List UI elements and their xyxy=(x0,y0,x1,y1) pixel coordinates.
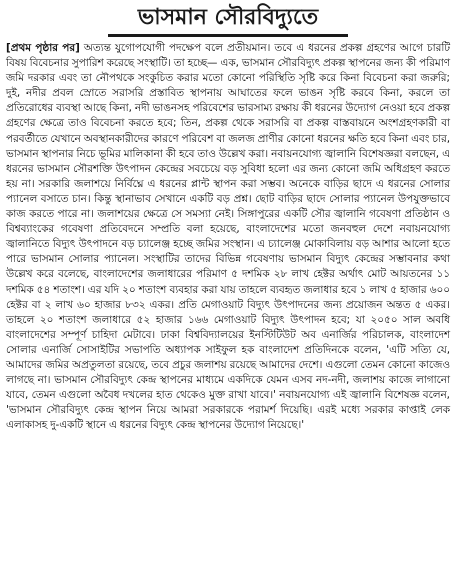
headline-container xyxy=(6,4,450,37)
continuation-kicker: [প্রথম পৃষ্ঠার পর] xyxy=(6,42,80,54)
headline: ভাসমান সৌরবিদ্যুতে xyxy=(108,4,348,37)
article-body xyxy=(6,41,450,433)
article-paragraph: অত্যন্ত যুগোপযোগী পদক্ষেপ বলে প্রতীয়মান। তবে এ ধরনের প্রকল্প গ্রহণের আগে চারটি বিষয় বিবেচনার সুপারিশ করেছে সংস্থাটি। তা হচ্ছে— এক, ভাসমান সৌরবিদ্যুৎ প্রকল্প স্থাপনের জন্য কী পরিমাণ জমি দরকার এবং তা নৌপথকে সংকুচিত করার মতো কোনো পরিস্থিতি সৃষ্টি করে কিনা বিবেচনা করা জরুরি; দুই, নদীর প্রবল স্রোতে সরাসরি প্রস্তাবিত স্থাপনায় আঘাতের ফলে ভাঙন সৃষ্টি করবে কিনা, করলে তা প্রতিরোধের ব্যবস্থা আছে কিনা, নদী ভাঙনসহ পরিবেশের ভারসাম্য রক্ষায় কী ধরনের উদ্যোগ নেওয়া হবে প্রকল্প গ্রহণের ক্ষেত্রে তাও বিবেচনা করতে হবে; তিন, প্রকল্প থেকে সরাসরি বা প্রকল্প বাস্তবায়নে অংশগ্রহণকারী বা পরবর্তীতে যেখানে অবস্থানকারীদের কারণে পরিবেশ বা জলজ প্রাণীর কোনো ধরনের ক্ষতি হবে কিনা এবং চার, ভাসমান স্থাপনার নিচে ভূমির মালিকানা কী হবে তাও উল্লেখ করা। নবায়নযোগ্য জ্বালানি বিশেষজ্ঞরা বলছেন, এ ধরনের ভাসমান সৌরশক্তি উৎপাদন কেন্দ্রের সবচেয়ে বড় সুবিধা হলো এর জন্য কোনো জমি অধিগ্রহণ করতে হয় না। সরকারি জলাশয়ে নির্বিঘ্নে এ ধরনের প্লান্ট স্থাপন করা সম্ভব। অনেকে বাড়ির ছাদে এ ধরনের সোলার প্যানেল বসাতে চান। কিন্তু স্থানাভাব সেখানে একটি বড় প্রশ্ন। ছোট বাড়ির ছাদে সোলার প্যানেল উপযুক্তভাবে কাজ করতে পারে না। জলাশয়ের ক্ষেত্রে সে সমস্যা নেই। সিঙ্গাপুরের একটি সৌর জ্বালানি গবেষণা প্রতিষ্ঠান ও বিশ্বব্যাংকের গবেষণা প্রতিবেদনে সম্প্রতি বলা হয়েছে, বাংলাদেশের মতো জনবহুল দেশে নবায়নযোগ্য জ্বালানিতে বিদ্যুৎ উৎপাদনে বড় চ্যালেঞ্জ হচ্ছে জমির সংস্থান। এ চ্যালেঞ্জ মোকাবিলায় বড় আশার আলো হতে পারে ভাসমান সোলার প্যানেল। সংস্থাটির তাদের বিভিন্ন গবেষণায় ভাসমান বিদ্যুৎ কেন্দ্রের সম্ভাবনার কথা উল্লেখ করে বলেছে, বাংলাদেশের জলাধারের পরিমাণ ৫ দশমিক ২৮ লাখ হেক্টর অর্থাৎ মোট আয়তনের ১১ দশমিক ৫৪ শতাংশ। এর যদি ২০ শতাংশ ব্যবহার করা যায় তাহলে ব্যবহৃত জলাধার হবে ১ লাখ ৫ হাজার ৬০০ হেক্টর বা ২ লাখ ৬০ হাজার ৮৩২ একর। প্রতি মেগাওয়াট বিদ্যুৎ উৎপাদনের জন্য প্রয়োজন অন্তত ৫ একর। তাহলে ২০ শতাংশ জলাধারে ৫২ হাজার ১৬৬ মেগাওয়াট বিদ্যুৎ উৎপাদন হবে; যা ২০৫০ সাল অবধি বাংলাদেশের সম্পূর্ণ চাহিদা মেটাবে। ঢাকা বিশ্ববিদ্যালয়ের ইনস্টিটিউট অব এনার্জির পরিচালক, বাংলাদেশ সোলার এনার্জি সোসাইটির সভাপতি অধ্যাপক সাইফুল হক বাংলাদেশ প্রতিদিনকে বলেন, 'এটি সত্যি যে, আমাদের জমির অপ্রতুলতা রয়েছে, তবে প্রচুর জলাশয় রয়েছে আমাদের দেশে। এগুলো তেমন কোনো কাজেও লাগছে না। ভাসমান সৌরবিদ্যুৎ কেন্দ্র স্থাপনের মাধ্যমে একদিকে যেমন এসব নদ-নদী, জলাশয় কাজে লাগানো যাবে, তেমন এগুলো অবৈধ দখলের হাত থেকেও মুক্ত রাখা যাবে।' নবায়নযোগ্য এই জ্বালানি বিশেষজ্ঞ বলেন, 'ভাসমান সৌরবিদ্যুৎ কেন্দ্র স্থাপন নিয়ে আমরা সরকারকে পরামর্শ দিয়েছি। এরই মধ্যে সরকার কাপ্তাই লেক এলাকাসহ দু-একটি স্থানে এ ধরনের বিদ্যুৎ কেন্দ্র স্থাপনের উদ্যোগ নিয়েছে।' xyxy=(6,42,450,432)
